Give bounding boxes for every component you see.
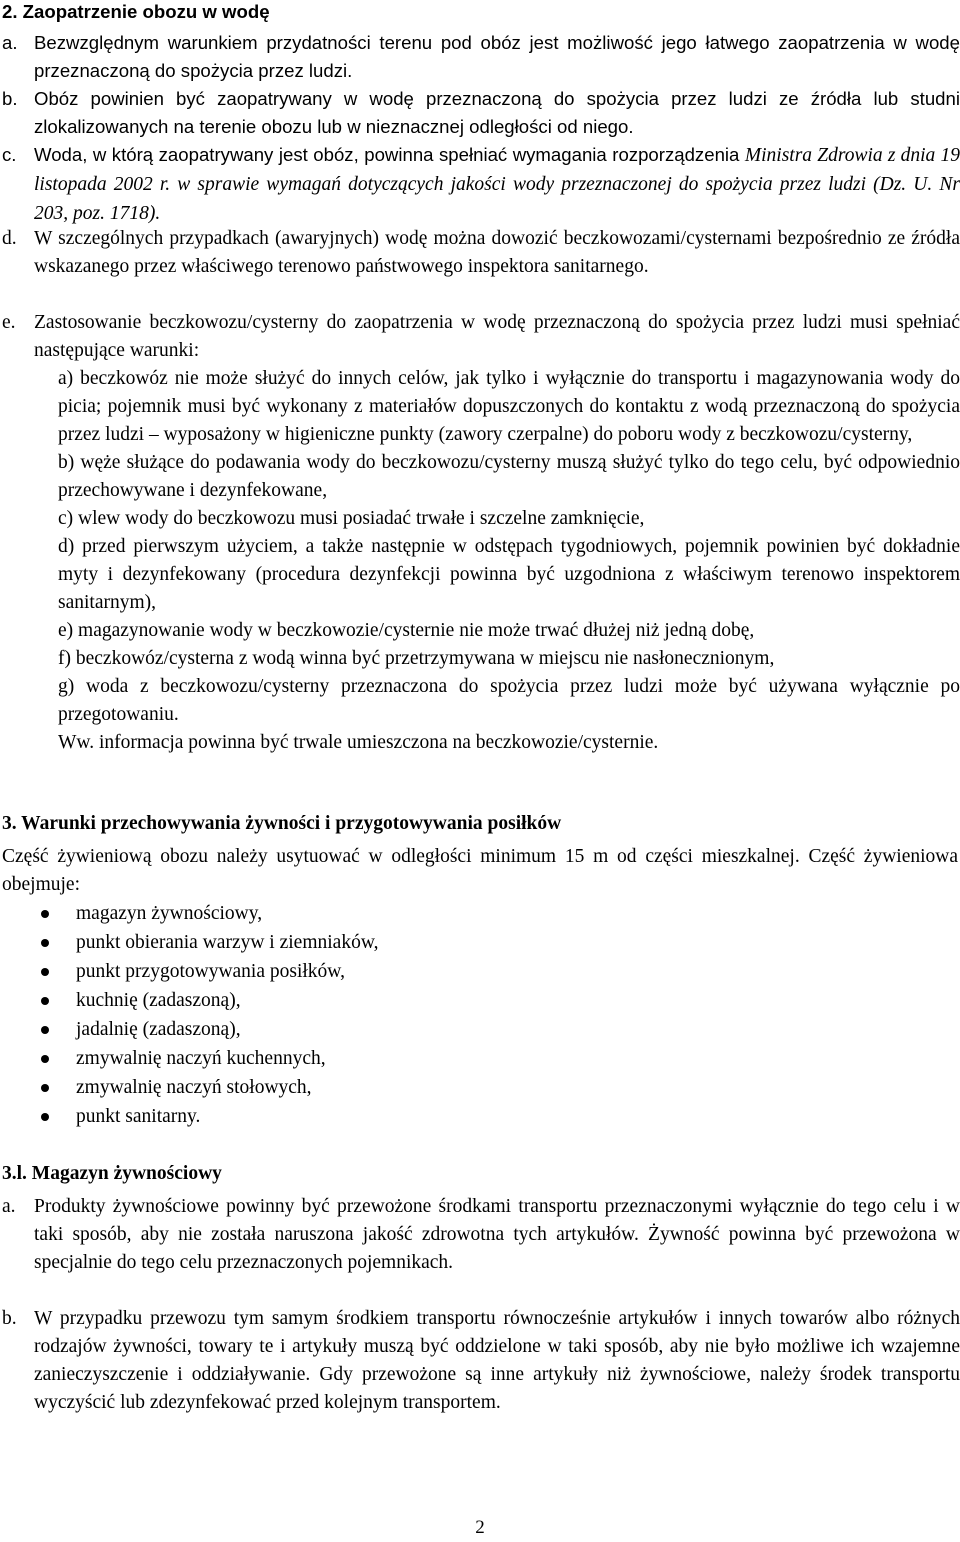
item-marker: b. [2,1308,17,1329]
condition-f: f) beczkowóz/cysterna z wodą winna być przetrzymywana w miejscu nie nasłonecznionym, [58,648,775,669]
item-marker: e. [2,312,16,333]
food-area-list [0,900,960,1132]
section-2-item-d [0,225,960,281]
bullet-icon [41,968,49,976]
bullet-icon [41,1026,49,1034]
list-item: magazyn żywnościowy, [0,900,960,929]
item-text: Zastosowanie beczkowozu/cysterny do zaopatrzenia w wodę przeznaczoną do spożycia przez ludzi musi spełniać następujące warunki: [34,312,960,361]
list-item: punkt obierania warzyw i ziemniaków, [0,929,960,958]
item-text: Woda, w którą zaopatrywany jest obóz, powinna spełniać wymagania rozporządzenia [34,144,745,165]
item-text: Produkty żywnościowe powinny być przewożone środkami transportu przeznaczonymi wyłącznie do tego celu i w taki sposób, aby nie została naruszona jakość zdrowotna tych artykułów. Żywność powinna być przewożona w specjalnie do tego celu przeznaczonych pojemnikach. [34,1196,960,1273]
item-text: W szczególnych przypadkach (awaryjnych) wodę można dowozić beczkowozami/cysternami bezpośrednio ze źródła wskazanego przez właściwego terenowo państwowego inspektora sanitarnego. [34,228,960,277]
list-item: zmywalnię naczyń kuchennych, [0,1045,960,1074]
bullet-icon [41,1113,49,1121]
list-item: jadalnię (zadaszoną), [0,1016,960,1045]
section-2-item-b [0,85,960,141]
condition-g: g) woda z beczkowozu/cysterny przeznaczona do spożycia przez ludzi może być używana wyłącznie po przegotowaniu. [58,676,960,725]
section-3-heading: 3. Warunki przechowywania żywności i przygotowywania posiłków [2,813,562,834]
section-2-item-e [0,309,960,757]
list-item: punkt sanitarny. [0,1103,960,1132]
bullet-icon [41,1084,49,1092]
section-2-item-c [0,141,960,228]
item-marker: c. [2,144,17,165]
item-text: W przypadku przewozu tym samym środkiem transportu równocześnie artykułów i innych towarów albo różnych rodzajów żywności, towary te i artykuły muszą być oddzielone w taki sposób, aby nie było możliwe ich wzajemne zanieczyszczenie i oddziaływanie. Gdy przewożone są inne artykuły niż żywnościowe, należy środek transportu wyczyścić lub zdezynfekować przed kolejnym transportem. [34,1308,960,1413]
bullet-icon [41,939,49,947]
condition-e: e) magazynowanie wody w beczkowozie/cysternie nie może trwać dłużej niż jedną dobę, [58,620,755,641]
bullet-icon [41,997,49,1005]
item-marker: b. [2,88,18,109]
condition-note: Ww. informacja powinna być trwale umieszczona na beczkowozie/cysternie. [58,732,659,753]
section-2-item-a [0,29,960,85]
list-item: kuchnię (zadaszoną), [0,987,960,1016]
item-marker: d. [2,228,17,249]
bullet-icon [41,910,49,918]
item-marker: a. [2,1196,16,1217]
bullet-icon [41,1055,49,1063]
section-2-heading: 2. Zaopatrzenie obozu w wodę [2,1,270,22]
condition-c: c) wlew wody do beczkowozu musi posiadać trwałe i szczelne zamknięcie, [58,508,645,529]
section-3-1-item-a [0,1193,960,1277]
item-text: Bezwzględnym warunkiem przydatności terenu pod obóz jest możliwość jego łatwego zaopatrzenia w wodę przeznaczoną do spożycia przez ludzi. [34,32,960,81]
condition-a: a) beczkowóz nie może służyć do innych celów, jak tylko i wyłącznie do transportu i magazynowania wody do picia; pojemnik musi być wykonany z materiałów dopuszczonych do kontaktu z wodą przeznaczoną do spożycia przez ludzi – wyposażony w higieniczne punkty (zawory czerpalne) do poboru wody z beczkowozu/cysterny, [58,368,960,445]
item-marker: a. [2,32,18,53]
page-number: 2 [475,1517,485,1538]
section-3-1-heading: 3.l. Magazyn żywnościowy [2,1163,222,1184]
list-item: zmywalnię naczyń stołowych, [0,1074,960,1103]
section-3-1-item-b [0,1305,960,1417]
item-text: Obóz powinien być zaopatrywany w wodę przeznaczoną do spożycia przez ludzi ze źródła lub studni zlokalizowanych na terenie obozu lub w nieznacznej odległości od niego. [34,88,960,137]
condition-b: b) węże służące do podawania wody do beczkowozu/cysterny muszą służyć tylko do tego celu, być odpowiednio przechowywane i dezynfekowane, [58,452,960,501]
condition-d: d) przed pierwszym użyciem, a także następnie w odstępach tygodniowych, pojemnik powinien być dokładnie myty i dezynfekowany (procedura dezynfekcji powinna być uzgodniona z właściwym terenowo inspektorem sanitarnym), [58,536,960,613]
regulation-citation: Ministra Zdrowia z dnia 19 listopada 2002 r. w sprawie wymagań dotyczących jakości wody przeznaczonej do spożycia przez ludzi (Dz. U. Nr 203, poz. 1718). [34,145,960,224]
section-3-intro: Część żywieniową obozu należy usytuować w odległości minimum 15 m od części mieszkalnej. Część żywieniowa obejmuje: [2,846,958,895]
list-item: punkt przygotowywania posiłków, [0,958,960,987]
